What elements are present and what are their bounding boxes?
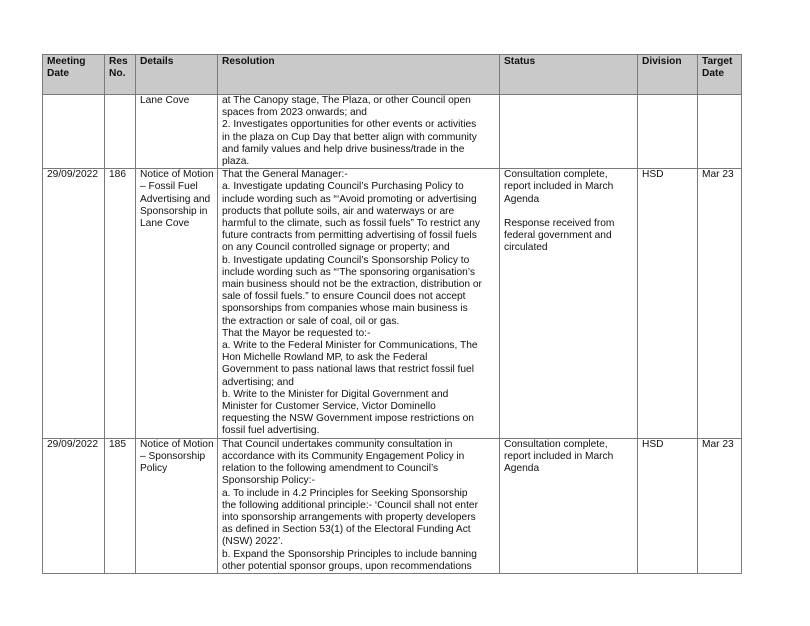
cell-res-no: 186 <box>105 169 136 438</box>
resolution-line: That the Mayor be requested to:- <box>222 327 371 339</box>
paragraph-gap <box>504 206 634 218</box>
resolution-line: Minister for Customer Service, Victor Dominello <box>222 401 436 413</box>
resolution-line: harmful to the climate, such as fossil fuels” To restrict any <box>222 218 480 230</box>
resolution-line: future contracts from permitting advertising of fossil fuels <box>222 230 477 242</box>
header-details: Details <box>136 55 218 95</box>
header-row <box>43 55 742 95</box>
resolution-line: requesting the NSW Government impose restrictions on <box>222 413 474 425</box>
cell-date: 29/09/2022 <box>43 438 105 573</box>
resolution-line: at The Canopy stage, The Plaza, or other Council open <box>222 95 471 106</box>
cell-status <box>500 438 638 573</box>
resolution-line: fossil fuel advertising. <box>222 425 320 437</box>
table-row <box>43 169 742 438</box>
resolution-line: the following additional principle:- ‘Council shall not enter <box>222 499 478 511</box>
header-res-no: Res No. <box>105 55 136 95</box>
resolution-line: main business should not be the extraction, distribution or <box>222 279 482 291</box>
header-division: Division <box>638 55 698 95</box>
resolution-line: a. Investigate updating Council’s Purchasing Policy to <box>222 181 464 193</box>
table-row <box>43 95 742 169</box>
resolution-line: as defined in Section 53(1) of the Electoral Funding Act <box>222 524 471 536</box>
resolution-line: spaces from 2023 onwards; and <box>222 107 367 119</box>
cell-status <box>500 169 638 438</box>
resolution-line: a. To include in 4.2 Principles for Seeking Sponsorship <box>222 487 468 499</box>
cell-resolution <box>218 438 500 573</box>
cell-resolution <box>218 169 500 438</box>
cell-date <box>43 95 105 169</box>
table-row <box>43 438 742 573</box>
cell-division: HSD <box>638 438 698 573</box>
cell-target-date <box>698 95 742 169</box>
resolution-line: a. Write to the Federal Minister for Communications, The <box>222 340 478 352</box>
resolution-line: 2. Investigates opportunities for other events or activities <box>222 119 477 131</box>
resolutions-table <box>42 54 742 574</box>
resolution-line: b. Investigate updating Council’s Sponsorship Policy to <box>222 254 470 266</box>
resolution-line: Sponsorship Policy:- <box>222 475 315 487</box>
cell-details: Lane Cove <box>136 95 218 169</box>
cell-res-no: 185 <box>105 438 136 573</box>
resolution-line: include wording such as “‘The sponsoring organisation’s <box>222 266 475 278</box>
cell-target-date: Mar 23 <box>698 169 742 438</box>
resolution-line: accordance with its Community Engagement Policy in <box>222 450 465 462</box>
resolution-line: on any Council controlled signage or property; and <box>222 242 450 254</box>
resolution-line: include wording such as “‘Avoid promoting or advertising <box>222 193 477 205</box>
resolution-line: in the plaza on Cup Day that better align with community <box>222 131 477 143</box>
resolution-line: products that pollute soils, air and waterways or are <box>222 205 455 217</box>
cell-details: Notice of Motion – Fossil Fuel Advertising and Sponsorship in Lane Cove <box>136 169 218 438</box>
status-paragraph: Consultation complete, report included in March Agenda <box>504 438 616 475</box>
cell-target-date: Mar 23 <box>698 438 742 573</box>
resolution-line: Hon Michelle Rowland MP, to ask the Federal <box>222 352 428 364</box>
cell-res-no <box>105 95 136 169</box>
resolution-line: Government to pass national laws that restrict fossil fuel <box>222 364 474 376</box>
resolution-line: other potential sponsor groups, upon recommendations <box>222 560 472 572</box>
resolution-line: into sponsorship arrangements with property developers <box>222 511 476 523</box>
resolution-line: relation to the following amendment to Council’s <box>222 463 439 475</box>
resolution-line: sale of fossil fuels.” to ensure Council does not accept <box>222 291 466 303</box>
header-resolution: Resolution <box>218 55 500 95</box>
cell-details: Notice of Motion – Sponsorship Policy <box>136 438 218 573</box>
resolution-line: and family values and help drive business/trade in the <box>222 143 465 155</box>
cell-resolution <box>218 95 500 169</box>
header-status: Status <box>500 55 638 95</box>
resolution-line: (NSW) 2022’. <box>222 536 284 548</box>
resolution-line: advertising; and <box>222 376 294 388</box>
cell-date: 29/09/2022 <box>43 169 105 438</box>
status-paragraph: Response received from federal government and circulated <box>504 217 618 254</box>
resolution-line: plaza. <box>222 156 250 168</box>
header-target-date: Target Date <box>698 55 742 95</box>
resolution-line: That Council undertakes community consultation in <box>222 438 453 450</box>
status-paragraph: Consultation complete, report included in March Agenda <box>504 169 616 205</box>
resolution-line: That the General Manager:- <box>222 169 348 181</box>
resolution-line: b. Expand the Sponsorship Principles to include banning <box>222 548 477 560</box>
resolution-line: the extraction or sale of coal, oil or gas. <box>222 315 400 327</box>
cell-division: HSD <box>638 169 698 438</box>
resolution-line: b. Write to the Minister for Digital Government and <box>222 388 449 400</box>
resolution-line: sponsorships from companies whose main business is <box>222 303 468 315</box>
cell-status <box>500 95 638 169</box>
cell-division <box>638 95 698 169</box>
header-meeting-date: Meeting Date <box>43 55 105 95</box>
